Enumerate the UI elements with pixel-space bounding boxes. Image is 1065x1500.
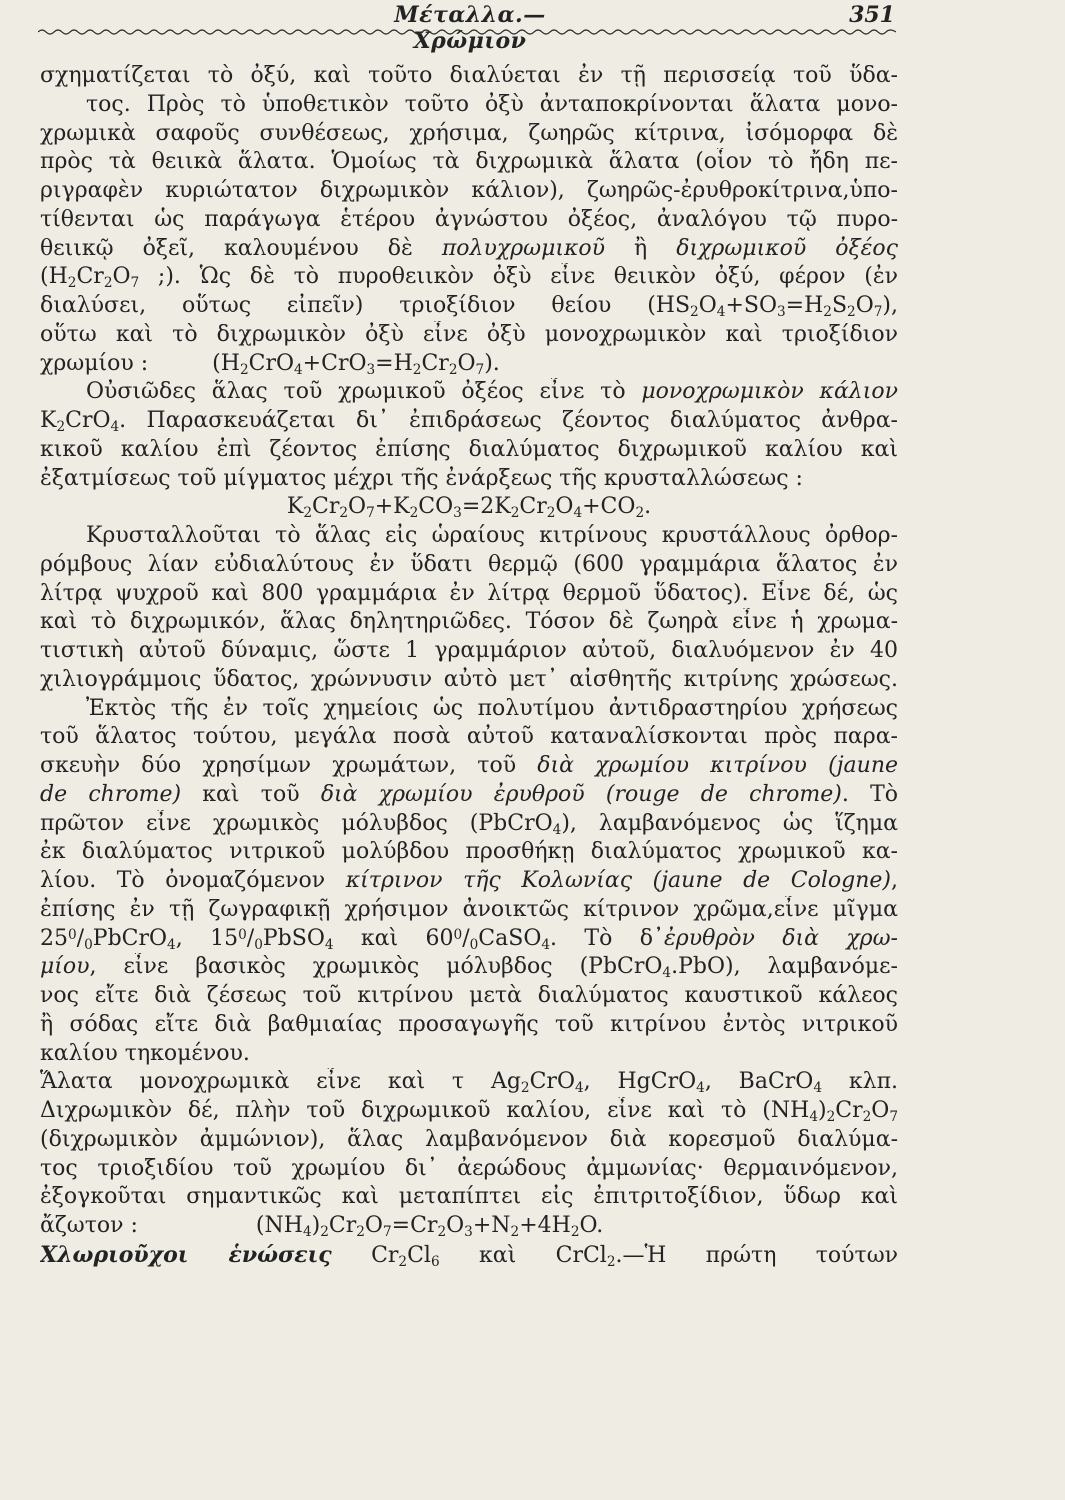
text-line: ($H_2Cr_2O_7$ ;). Ὡς δὲ τὸ πυροθειικὸν ὀξὺ εἶνε θειικὸν ὀξύ, φέρον (ἐν xyxy=(40,264,898,292)
formula-line: $K_2Cr_2O_7+K_2CO_3=2K_2Cr_2O_4+CO_2$. xyxy=(286,494,652,522)
text-line: χρωμικὰ σαφοῦς συνθέσεως, χρήσιμα, ζωηρῶς κίτρινα, ἰσόμορφα δὲ xyxy=(40,120,898,146)
text-line: πρὸς τὰ θειικὰ ἅλατα. Ὁμοίως τὰ διχρωμικὰ ἅλατα (οἷον τὸ ἤδη πε- xyxy=(40,149,898,175)
running-header-title: Μέταλλα.—Χρώμιον xyxy=(394,2,546,54)
text-line: καλίου τηκομένου. xyxy=(40,1040,250,1066)
text-line: νος εἴτε διὰ ζέσεως τοῦ κιτρίνου μετὰ διαλύματος καυστικοῦ κάλεος xyxy=(40,983,898,1008)
text-line: ἐξογκοῦται σημαντικῶς καὶ μεταπίπτει εἰς ἐπιτριτοξίδιον, ὕδωρ καὶ xyxy=(40,1184,898,1210)
text-line: ρόμβους λίαν εὐδιαλύτους ἐν ὕδατι θερμῷ (600 γραμμάρια ἅλατος ἐν xyxy=(40,551,898,577)
text-line: μίου, εἶνε βασικὸς χρωμικὸς μόλυβδος (PbCrO$_4$.PbO), λαμβανόμε- xyxy=(40,954,898,982)
formula-dichromic-acid: ($H_2Cr_2O_7$ ;). xyxy=(40,264,181,292)
text-line: $K_2CrO_4$. Παρασκευάζεται δι᾽ ἐπιδράσεως ζέοντος διαλύματος ἀνθρα- xyxy=(40,408,898,435)
text-line: διαλύσει, οὕτως εἰπεῖν) τριοξίδιον θείου $(HS_2O_4+SO_3=H_2S_2O_7)$, xyxy=(40,293,898,320)
text-line: (διχρωμικὸν ἀμμώνιον), ἅλας λαμβανόμενον διὰ κορεσμοῦ διαλύμα- xyxy=(40,1126,898,1152)
text-line: τος τριοξιδίου τοῦ χρωμίου δι᾽ ἀερώδους ἀμμωνίας· θερμαινόμενον, xyxy=(40,1155,898,1181)
text-line: ἢ σόδας εἴτε διὰ βαθμιαίας προσαγωγῆς τοῦ κιτρίνου ἐντὸς νιτρικοῦ xyxy=(40,1011,898,1037)
text-line: τος. Πρὸς τὸ ὑποθετικὸν τοῦτο ὀξὺ ἀνταποκρίνονται ἅλατα μονο- xyxy=(86,91,898,117)
formula-ammonium-dichromate: $(NH_4)_2Cr_2O_7=Cr_2O_3+N_2+4H_2O$. xyxy=(255,1213,604,1240)
text-line: Ἐκτὸς τῆς ἐν τοῖς χημείοις ὡς πολυτίμου ἀντιδραστηρίου χρήσεως xyxy=(86,695,898,721)
header-wavy-rule xyxy=(38,28,896,36)
text-line: Χλωριοῦχοι ἑνώσεις $Cr_2Cl_6$ καὶ CrCl$_2$.—Ἡ πρώτη τούτων xyxy=(40,1241,898,1270)
text-line: Διχρωμικὸν δέ, πλὴν τοῦ διχρωμικοῦ καλίου, εἶνε καὶ τὸ $(NH_4)_2Cr_2O_7$ xyxy=(40,1098,898,1125)
text-line: Οὐσιῶδες ἅλας τοῦ χρωμικοῦ ὀξέος εἶνε τὸ μονοχρωμικὸν κάλιον xyxy=(86,379,898,405)
text-line: τοῦ ἅλατος τούτου, μεγάλα ποσὰ αὐτοῦ καταναλίσκονται πρὸς παρα- xyxy=(40,724,898,750)
text-line: Κρυσταλλοῦται τὸ ἅλας εἰς ὡραίους κιτρίνους κρυστάλλους ὀρθορ- xyxy=(86,523,898,548)
text-line: θειικῷ ὀξεῖ, καλουμένου δὲ πολυχρωμικοῦ ἢ διχρωμικοῦ ὀξέος xyxy=(40,235,898,261)
text-line: ἐκ διαλύματος νιτρικοῦ μολύβδου προσθήκῃ διαλύματος χρωμικοῦ κα- xyxy=(40,839,898,865)
formula-mix: $25^0/_0PbCrO_4$, $15^0/_0PbSO_4$ xyxy=(40,925,334,953)
text-line: ριγραφὲν κυριώτατον διχρωμικὸν κάλιον), ζωηρῶς-ἐρυθροκίτρινα,ὑπο- xyxy=(40,178,898,203)
formula-potassium-chromate: $K_2CrO_4$ xyxy=(40,408,120,435)
text-line: ἐξατμίσεως τοῦ μίγματος μέχρι τῆς ἐνάρξεως τῆς κρυσταλλώσεως : xyxy=(40,465,803,491)
text-line: τίθενται ὡς παράγωγα ἑτέρου ἀγνώστου ὀξέος, ἀναλόγου τῷ πυρο- xyxy=(40,206,898,232)
text-line: σχηματίζεται τὸ ὀξύ, καὶ τοῦτο διαλύεται ἐν τῇ περισσείᾳ τοῦ ὕδα- xyxy=(40,63,898,88)
text-line: χιλιογράμμοις ὕδατος, χρώννυσιν αὐτὸ μετ᾽ αἰσθητῆς κιτρίνης χρώσεως. xyxy=(40,666,898,692)
text-line: πρῶτον εἶνε χρωμικὸς μόλυβδος (PbCrO$_4$), λαμβανόμενος ὡς ἵζημα xyxy=(40,810,898,838)
text-line: ἄζωτον : $(NH_4)_2Cr_2O_7=Cr_2O_3+N_2+4H_2O$. xyxy=(40,1213,604,1240)
text-line: τιστικὴ αὐτοῦ δύναμις, ὥστε 1 γραμμάριον αὐτοῦ, διαλυόμενον ἐν 40 xyxy=(40,638,898,663)
text-line: $25^0/_0PbCrO_4$, $15^0/_0PbSO_4$ καὶ $60^0/_0CaSO_4$. Τὸ δ᾽ἐρυθρὸν διὰ χρω- xyxy=(40,925,898,953)
text-line: ἐπίσης ἐν τῇ ζωγραφικῇ χρήσιμον ἀνοικτῶς κίτρινον χρῶμα,εἶνε μῖγμα xyxy=(40,896,898,922)
text-line: Ἅλατα μονοχρωμικὰ εἶνε καὶ τ $Ag_2CrO_4$, HgCrO$_4$, BaCrO$_4$ κλπ. xyxy=(40,1069,898,1097)
text-line: χρωμίου : $(H_2CrO_4+CrO_3=H_2Cr_2O_7)$. xyxy=(40,350,500,378)
text-line: κικοῦ καλίου ἐπὶ ζέοντος ἐπίσης διαλύματος διχρωμικοῦ καλίου καὶ xyxy=(40,436,898,462)
text-line: λίου. Τὸ ὀνομαζόμενον κίτρινον τῆς Κολωνίας (jaune de Cologne), xyxy=(40,868,898,893)
text-line: καὶ τὸ διχρωμικόν, ἅλας δηλητηριῶδες. Τόσον δὲ ζωηρὰ εἶνε ἡ χρωμα- xyxy=(40,609,898,635)
text-line: λίτρᾳ ψυχροῦ καὶ 800 γραμμάρια ἐν λίτρᾳ θερμοῦ ὕδατος). Εἶνε δέ, ὡς xyxy=(40,580,898,606)
text-line: de chrome) καὶ τοῦ διὰ χρωμίου ἐρυθροῦ (rouge de chrome). Τὸ xyxy=(40,781,898,807)
text-line: σκευὴν δύο χρησίμων χρωμάτων, τοῦ διὰ χρωμίου κιτρίνου (jaune xyxy=(40,753,898,778)
page-number: 351 xyxy=(849,2,895,28)
formula-pyrosulfuric: $(HS_2O_4+SO_3=H_2S_2O_7)$, xyxy=(647,293,898,320)
formula-chromic: $(H_2CrO_4+CrO_3=H_2Cr_2O_7)$. xyxy=(212,350,500,378)
text-line: οὕτω καὶ τὸ διχρωμικὸν ὀξὺ εἶνε ὀξὺ μονοχρωμικὸν καὶ τριοξίδιον xyxy=(40,321,898,347)
body-text xyxy=(40,62,898,1270)
